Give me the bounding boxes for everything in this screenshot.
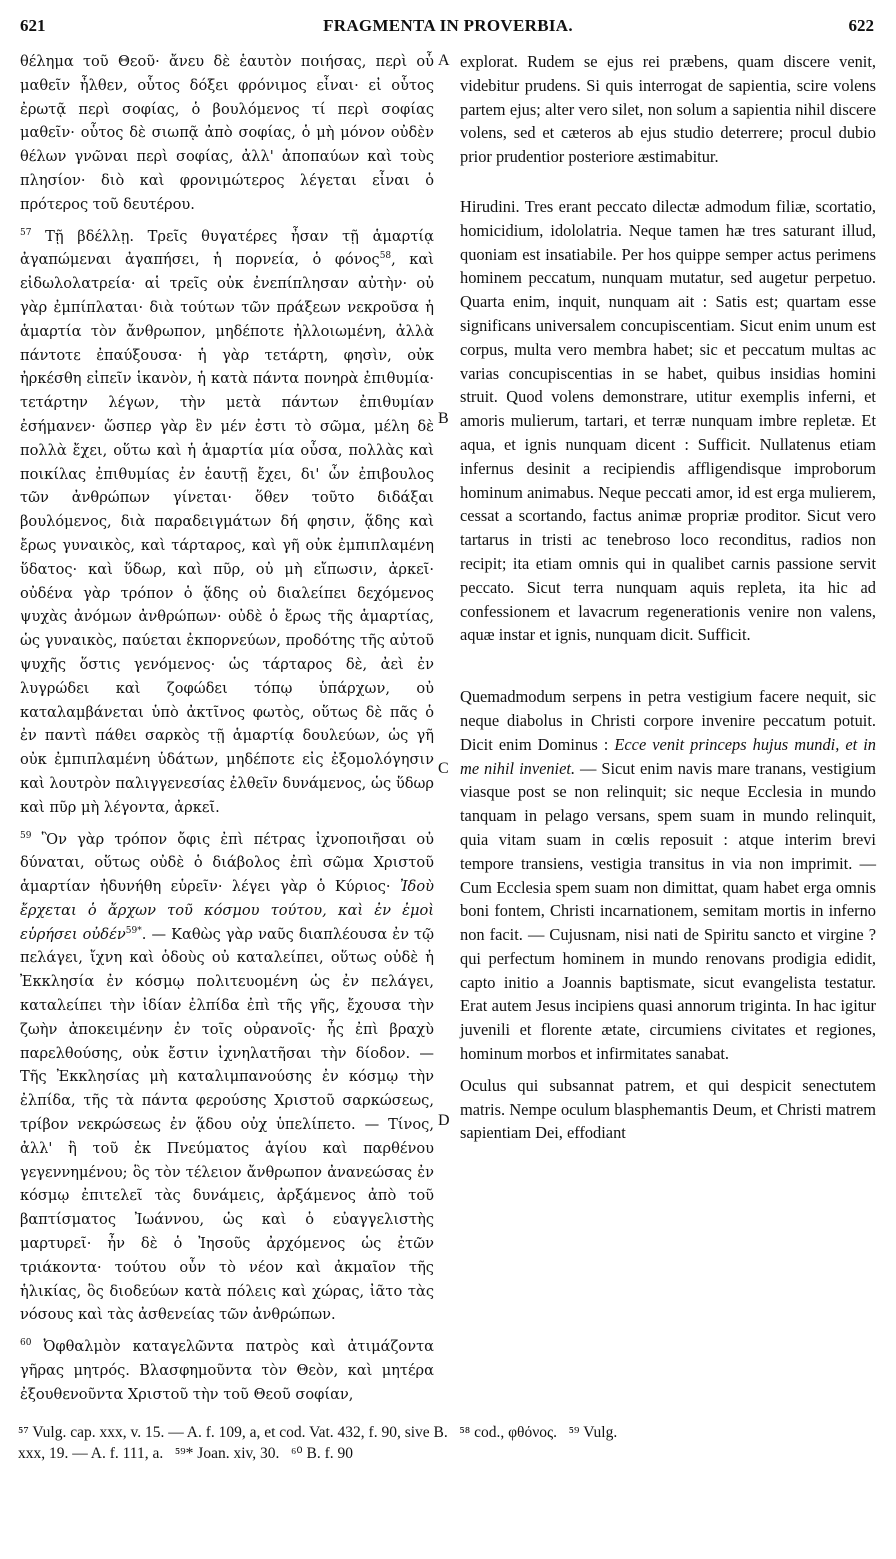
paragraph-text: Ὀφθαλμὸν καταγελῶντα πατρὸς καὶ ἀτιμάζοντα γῆρας μητρός. Βλασφημοῦντα τὸν Θεὸν, καὶ μητέρα ἐξουθενοῦντα Χριστοῦ τὴν τοῦ Θεοῦ σοφίαν, (20, 1338, 435, 1403)
footnote-ref: 59 (20, 830, 32, 841)
section-marker-d: D (438, 1112, 450, 1129)
latin-paragraph (460, 685, 876, 1066)
footnote-ref: 57 (20, 227, 32, 238)
footnote-line: ⁵⁷ Vulg. cap. xxx, v. 15. — A. f. 109, a, et cod. Vat. 432, f. 90, sive B. ⁵⁸ cod., φθόνος. ⁵⁹ Vulg. (18, 1424, 618, 1441)
footnote-ref: 59* (125, 925, 142, 936)
greek-column (20, 50, 434, 1415)
paragraph-text: Ὃν γὰρ τρόπον ὄφις ἐπὶ πέτρας ἰχνοποιῆσαι οὐ δύναται, οὕτως οὐδὲ ὁ διάβολος ἐπὶ σῶμα Χριστοῦ ἁμαρτίαν ἠδυνήθη εὑρεῖν· λέγει γὰρ ὁ Κύριος· (20, 830, 434, 896)
section-marker-c: C (438, 760, 449, 777)
paragraph-text: explorat. Rudem se ejus rei præbens, quam discere venit, videbitur prudens. Si quis interrogat de sapientia, scire volens partem ejus; alter vero silet, non solum a sapientia nihil discere volens, sed et cæteros ab ejus studio deterrere; procul dubio prior prudentior posteriore æstimabitur. (460, 52, 876, 167)
latin-paragraph (460, 195, 876, 647)
scripture-quote: Ἰδοὺ ἔρχεται ὁ ἄρχων τοῦ κόσμου τούτου, καὶ ἐν ἐμοὶ εὑρήσει οὐδέν (20, 878, 435, 943)
greek-paragraph (20, 50, 434, 217)
greek-paragraph (20, 828, 434, 1328)
footnote-ref: 58 (379, 251, 392, 262)
section-marker-a: A (438, 52, 450, 69)
paragraph-text: , καὶ εἰδωλολατρεία· αἱ τρεῖς οὐκ ἐνεπίπλησαν αὐτὴν· οὐ γὰρ ἐμπίπλαται· διὰ τούτων τῶν πράξεων νεκροῦσα ἡ ἁμαρτία τὸν ἄνθρωπον, μηδέποτε ἠλλοιωμένη, ἀλλὰ πάντοτε ἐπαύξουσα· ἡ γὰρ τετάρτη, φησὶν, οὐκ ἠρκέσθη εἰπεῖν ἱκανὸν, ἡ κατὰ πάντα πονηρὰ ἐπιθυμία· τετάρτην λέγων, τὴν μετὰ πάντων ἐπιθυμίαν ἐσήμανεν· ὥσπερ γὰρ ἓν μέν ἐστι τὸ σῶμα, μέλη δὲ πολλὰ ἔχει, οὕτω καὶ ἡ ἁμαρτία μία οὖσα, πολλὰς καὶ ποικίλας ἐπιθυμίας ἐν ἑαυτῇ ἔχει, δι' ὧν ἐπιβουλος τῶν ἀνθρώπων γίνεται· ὅθεν τοῦτο διδάξαι βουλόμενος, διὰ παραδειγμάτων δή φησιν, ᾅδης καὶ ἔρως γυναικὸς, καὶ τάρταρος, καὶ γῆ οὐκ ἐμπιπλαμένη ὕδατος· καὶ ὕδωρ, καὶ πῦρ, οὐ μὴ εἴπωσιν, ἀρκεῖ· οὐδένα γὰρ τρόπον ὁ ᾅδης οὐ διαλείπει δεχόμενος ψυχὰς ἀνόμων ἀνθρώπων· οὐδὲ ὁ ἔρως τῆς ἁμαρτίας, ὡς γυναικὸς, παύεται ἐκπορνεύων, προδότης τῆς αὐτοῦ ψυχῆς ὅστις γενόμενος· ὡς τάρταρος δὲ, ἀεὶ ἐν λυγρώδει καὶ ζοφώδει τόπῳ ὑπάρχων, οὐ καταλαμβάνεται ὑπὸ ἀκτῖνος φωτὸς, οὕτως δὲ πᾶς ὁ ἐν παντὶ πάθει σαρκὸς τῇ ἁμαρτίᾳ δουλεύων, ὡς γῆ οὐκ ἐμπιπλαμένη ὑδάτων, μηδέποτε εἰς ἐξομολόγησιν καὶ λουτρὸν παλιγγενεσίας ἐλθεῖν δυνάμενος, ὡς ὕδωρ καὶ πῦρ μὴ λέγοντα, ἀρκεῖ. (20, 251, 435, 816)
paragraph-text: θέλημα τοῦ Θεοῦ· ἄνευ δὲ ἑαυτὸν ποιήσας, περὶ οὗ μαθεῖν ἦλθεν, οὗτος δόξει φρόνιμος εἶναι· εἰ οὗτος ἐρωτᾷ περὶ σοφίας, ὁ βουλόμενος τί περὶ σοφίας μαθεῖν· οὗτος δὲ σιωπᾷ ἀπὸ σοφίας, ὁ μὴ μόνον οὐδὲν θέλων γνῶναι περὶ σοφίας, ἀλλ' ἀποπαύων καὶ τοὺς πλησίον· διὸ καὶ φρονιμώτερος λέγεται εἶναι ὁ πρότερος τοῦ δευτέρου. (20, 53, 434, 213)
page-number-right: 622 (848, 16, 874, 35)
paragraph-text: . — Καθὼς γὰρ ναῦς διαπλέουσα ἐν τῷ πελάγει, ἴχνη καὶ ὁδοὺς οὐ καταλείπει, οὕτως οὐδὲ ἡ Ἐκκλησία ἐν κόσμῳ πολιτευομένη ὡς ἐν πελάγει, καταλείπει τὴν ἰδίαν ἐλπίδα ἐπὶ τῆς γῆς, ἔχουσα τὴν ζωὴν ἀποκειμένην ἐν τοῖς οὐρανοῖς· ἧς ἐπὶ βραχὺ παρελθούσης, οὐκ ἔστιν ἰχνηλατῆσαι τὴν δίοδον. — Τῆς Ἐκκλησίας μὴ καταλιμπανούσης ἐν κόσμῳ τὴν ἐλπίδα, τῆς τὰ πάντα φερούσης Χριστοῦ σαρκώσεως, τρίβον νεκρώσεως ἐν ᾅδου οὐχ ὑπελίπετο. — Τίνος, ἀλλ' ἢ τοῦ ἐκ Πνεύματος ἁγίου καὶ παρθένου γεγεννημένου; ὃς τὸν τέλειον ἄνθρωπον ἀνανεώσας ἐν κόσμῳ ἐπιτελεῖ τὰς δυνάμεις, ἀρξάμενος ἀπὸ τοῦ βαπτίσματος Ἰωάννου, ὡς καὶ ὁ εὐαγγελιστὴς μαρτυρεῖ· ἦν δὲ ὁ Ἰησοῦς ἀρχόμενος ὡς ἐτῶν τριάκοντα· τούτου οὖν τὸ νέον καὶ ἀκμαῖον τῆς ἡλικίας, ὃς διοδεύων κατὰ πόλεις καὶ χώρας, ἰᾶτο τὰς νόσους καὶ τὰς ἀσθενείας τῶν ἀνθρώπων. (20, 925, 435, 1324)
paragraph-text: Hirudini. Tres erant peccato dilectæ admodum filiæ, scortatio, homicidium, idololatria. Neque tamen hæ tres saturant illud, quoniam est insatiabile. Per hos quippe semper actus perimens hominem peccatum, nunquam mutatur, sed augetur perpetuo. Quarta enim, inquit, nunquam ait : Satis est; quartam esse significans universalem concupiscentiam. Sicut enim unum est corpus, multa vero membra habet; sic et peccatum multas ac varias concupiscentias in se habet, quibus insidias homini struit. Quod volens demonstrare, utitur exemplis inferni, et amoris mulierum, tartari, et terræ nunquam imbre repletæ. Et aqua, et ignis nunquam dicent : Sufficit. Nullatenus etiam infernus desinit a recipiendis affligendisque improborum hominum animabus. Neque peccati amor, id est erga mulierem, cessat a scortando, factus animæ propriæ proditor. Sicut vero tartarus in tristi ac tenebroso loco reconditus, radios non recipit; ita etiam omnis qui in qualibet carnis passione servit peccato. Sicut terra nunquam aquis repleta, ita hic ad confessionem et lavacrum regenerationis venire non valens, aquæ instar et ignis, nunquam dicit. Sufficit. (460, 196, 876, 645)
page-number-left: 621 (20, 16, 46, 35)
footnote-line: xxx, 19. — A. f. 111, a. ⁵⁹* Joan. xiv, 30. ⁶⁰ B. f. 90 (18, 1445, 353, 1462)
greek-paragraph (20, 1335, 434, 1406)
footnotes (18, 1422, 878, 1464)
paragraph-text: — Sicut enim navis mare tranans, vestigium viasque post se non relinquit; sic neque Ecclesia in mundo tanquam in pelago versans, spem suam in mundo relinquit, quia vitam suam in cœlis reposuit : atque interim brevi tempore transiens, vestigia transitus in via non imprimit. — Cum Ecclesia spem suam non dimittat, quam habet erga omnis boni fontem, Christi incarnationem, semitam mortis in inferno non facit. — Cujusnam, nisi nati de Spiritu sancto et virgine ? qui perfectum hominem in mundo renovans prodigia edidit, capto initio a Joannis baptismate, sicut evangelista testatur. Erat autem Jesus incipiens quasi annorum triginta. In hac igitur juvenili et florente ætate, circumiens civitates et regiones, hominum morbos et infirmitates sanabat. (460, 758, 876, 1064)
running-title: FRAGMENTA IN PROVERBIA. (323, 16, 573, 35)
latin-column (460, 50, 876, 1153)
footnote-ref: 60 (20, 1338, 32, 1349)
latin-paragraph (460, 50, 876, 169)
section-marker-b: B (438, 410, 449, 427)
paragraph-text: Τῇ βδέλλῃ. Τρεῖς θυγατέρες ἦσαν τῇ ἁμαρτίᾳ ἀγαπώμεναι ἀγαπήσει, ἡ πορνεία, ὁ φόνος (20, 227, 434, 269)
scripture-quote: Ecce venit princeps hujus mundi, et in me nihil inveniet. (460, 734, 876, 778)
paragraph-text: Oculus qui subsannat patrem, et qui despicit senectutem matris. Nempe oculum blasphemantis Deum, et Christi matrem sapientiam Dei, effodiant (460, 1075, 876, 1143)
greek-paragraph (20, 225, 434, 820)
latin-paragraph (460, 1074, 876, 1145)
paragraph-text: Quemadmodum serpens in petra vestigium facere nequit, sic neque diabolus in Christi corpore invenire peccatum potuit. Dicit enim Dominus : (460, 687, 876, 754)
